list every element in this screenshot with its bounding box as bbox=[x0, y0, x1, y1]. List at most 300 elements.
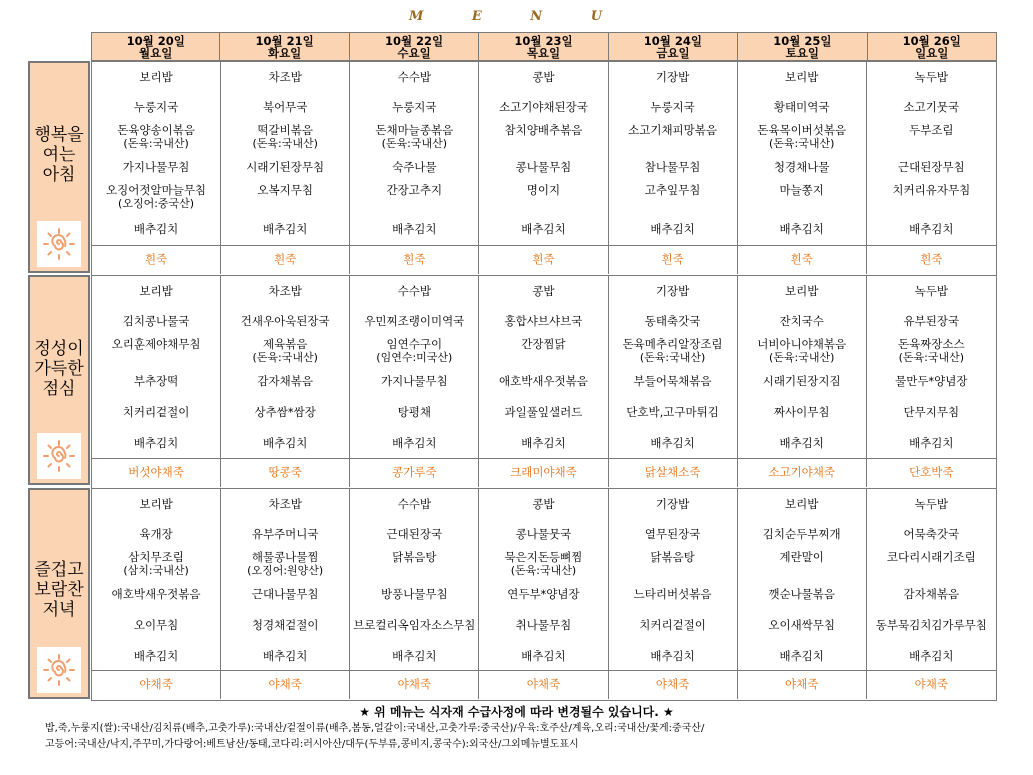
menu-item bbox=[738, 123, 866, 151]
dish-name: 배추김치 bbox=[650, 649, 695, 663]
menu-item bbox=[867, 649, 996, 663]
day-column-wed bbox=[350, 489, 479, 671]
dish-name: 콩나물무침 bbox=[515, 160, 572, 174]
porridge-item: 야채죽 bbox=[914, 677, 948, 691]
menu-item bbox=[350, 100, 478, 114]
origin-note-line-1: 밥,죽,누룽지(쌀):국내산/김치류(배추,고춧가루):국내산/겉절이류(배추,봄동,얼갈이:국내산,고춧가루:중국산)/우육:호주산/계육,오리:국내산/꽃게:중국산/ bbox=[45, 723, 705, 734]
day-date: 10월 24일 bbox=[643, 33, 703, 48]
menu-item bbox=[350, 314, 478, 328]
porridge-row bbox=[92, 458, 996, 487]
dish-name: 배추김치 bbox=[392, 436, 437, 450]
day-column-sat bbox=[738, 276, 867, 459]
menu-item bbox=[221, 284, 349, 298]
menu-item bbox=[738, 587, 866, 601]
menu-item bbox=[738, 100, 866, 114]
dish-origin: (돈육:국내산) bbox=[510, 564, 577, 577]
menu-item bbox=[479, 123, 607, 137]
menu-item bbox=[92, 314, 220, 328]
menu-item bbox=[92, 222, 220, 236]
dish-name: 오리훈제야채무침 bbox=[111, 337, 201, 351]
day-column-mon bbox=[92, 62, 221, 245]
porridge-item: 야채죽 bbox=[350, 671, 479, 699]
menu-item bbox=[867, 160, 996, 174]
origin-note-line-2: 고등어:국내산/낙지,주꾸미,가다랑어:베트남산/동태,코다리:러시아산/대두(두부류,콩비지,콩국수):외국산/그외메뉴별도표시 bbox=[45, 739, 579, 750]
menu-item bbox=[867, 550, 996, 564]
menu-item bbox=[350, 123, 478, 151]
porridge-item: 야채죽 bbox=[92, 671, 221, 699]
menu-item bbox=[350, 284, 478, 298]
dish-name: 돈육짜장소스 bbox=[897, 337, 965, 351]
menu-item bbox=[609, 160, 737, 174]
day-header-wed bbox=[350, 32, 479, 61]
menu-item bbox=[350, 374, 478, 388]
menu-item bbox=[479, 527, 607, 541]
dish-name: 보리밥 bbox=[785, 497, 819, 511]
day-date: 10월 21일 bbox=[255, 33, 314, 48]
menu-item bbox=[350, 436, 478, 450]
menu-item bbox=[479, 314, 607, 328]
porridge-item: 흰죽 bbox=[350, 246, 479, 274]
dish-origin: (돈육:국내산) bbox=[768, 137, 835, 150]
change-notice: ★ 위 메뉴는 식자재 수급사정에 따라 변경될수 있습니다. ★ bbox=[359, 705, 674, 719]
dish-name: 열무된장국 bbox=[644, 527, 701, 541]
dish-name: 해물콩나물찜 bbox=[251, 550, 319, 564]
dish-name: 차조밥 bbox=[268, 70, 302, 84]
menu-item bbox=[609, 405, 737, 419]
menu-item bbox=[479, 436, 607, 450]
menu-item bbox=[350, 527, 478, 541]
dish-name: 근대된장국 bbox=[386, 527, 443, 541]
dish-origin: (돈육:국내산) bbox=[123, 137, 189, 150]
menu-item bbox=[350, 550, 478, 564]
dish-name: 애호박새우젓볶음 bbox=[499, 374, 588, 388]
dish-name: 보리밥 bbox=[139, 284, 173, 298]
day-column-fri bbox=[609, 276, 738, 459]
dish-name: 가지나물무침 bbox=[122, 160, 190, 174]
menu-item bbox=[738, 649, 866, 663]
day-column-sat bbox=[738, 62, 867, 245]
porridge-item: 단호박죽 bbox=[909, 465, 954, 479]
meal-label: 즐겁고 보람찬 저녁 bbox=[34, 560, 84, 620]
menu-title: M E N U bbox=[408, 9, 625, 24]
menu-item bbox=[479, 649, 607, 663]
dish-name: 임연수구이 bbox=[386, 337, 443, 351]
menu-item bbox=[867, 222, 996, 236]
menu-item bbox=[867, 527, 996, 541]
day-column-tue bbox=[221, 276, 350, 459]
meal-label-box bbox=[28, 488, 90, 699]
porridge-item: 버섯야채죽 bbox=[92, 459, 221, 487]
menu-item bbox=[92, 649, 220, 663]
dish-name: 소고기야채된장국 bbox=[499, 100, 588, 114]
menu-item bbox=[350, 405, 478, 419]
porridge-item: 닭살채소죽 bbox=[609, 459, 738, 487]
dish-name: 보리밥 bbox=[139, 497, 173, 511]
day-header-sun bbox=[868, 32, 997, 61]
menu-item bbox=[867, 70, 996, 84]
menu-item bbox=[867, 183, 996, 197]
menu-item bbox=[867, 436, 996, 450]
day-column-sun bbox=[867, 489, 996, 671]
menu-item bbox=[92, 436, 220, 450]
menu-item bbox=[609, 527, 737, 541]
dish-name: 깻순나물볶음 bbox=[768, 587, 836, 601]
menu-item bbox=[609, 587, 737, 601]
menu-item bbox=[92, 587, 220, 601]
dish-origin: (돈육:국내산) bbox=[381, 137, 448, 150]
dish-origin: (돈육:국내산) bbox=[639, 351, 706, 364]
day-weekday: 월요일 bbox=[139, 45, 173, 60]
meal-section-0 bbox=[92, 62, 996, 275]
menu-item bbox=[609, 70, 737, 84]
dish-name: 보리밥 bbox=[785, 284, 819, 298]
menu-item bbox=[479, 183, 607, 197]
menu-item bbox=[867, 497, 996, 511]
menu-item bbox=[867, 123, 996, 137]
day-weekday: 금요일 bbox=[656, 45, 690, 60]
menu-item bbox=[479, 618, 607, 632]
dish-name: 시래기된장지짐 bbox=[762, 374, 841, 388]
menu-item bbox=[738, 314, 866, 328]
menu-item bbox=[221, 405, 349, 419]
dish-name: 홍합샤브샤브국 bbox=[504, 314, 583, 328]
menu-item bbox=[350, 222, 478, 236]
dish-name: 부추장떡 bbox=[133, 374, 179, 388]
day-column-sat bbox=[738, 489, 867, 671]
menu-item bbox=[609, 183, 737, 197]
menu-item bbox=[350, 618, 478, 632]
day-header-sat bbox=[738, 32, 867, 61]
dish-name: 숙주나물 bbox=[392, 160, 437, 174]
menu-item bbox=[738, 160, 866, 174]
menu-item bbox=[609, 100, 737, 114]
menu-item bbox=[350, 587, 478, 601]
dish-name: 김치콩나물국 bbox=[122, 314, 190, 328]
menu-item bbox=[609, 550, 737, 564]
day-column-sun bbox=[867, 276, 996, 459]
dish-name: 수수밥 bbox=[397, 284, 431, 298]
menu-item bbox=[221, 527, 349, 541]
dish-name: 청경채겉절이 bbox=[251, 618, 319, 632]
dish-name: 배추김치 bbox=[262, 649, 308, 663]
menu-item bbox=[350, 337, 478, 365]
day-column-thu bbox=[479, 62, 608, 245]
menu-item bbox=[609, 618, 737, 632]
menu-item bbox=[350, 183, 478, 197]
dish-name: 돈채마늘종볶음 bbox=[375, 123, 454, 137]
dish-name: 돈육목이버섯볶음 bbox=[757, 123, 847, 137]
dish-name: 브로컬리옥임자소스무침 bbox=[353, 618, 476, 632]
dish-name: 배추김치 bbox=[133, 436, 179, 450]
menu-item bbox=[738, 183, 866, 197]
dish-name: 청경채나물 bbox=[773, 160, 830, 174]
dish-name: 배추김치 bbox=[262, 436, 308, 450]
menu-item bbox=[221, 587, 349, 601]
menu-item bbox=[479, 497, 607, 511]
porridge-item: 콩가루죽 bbox=[350, 459, 479, 487]
menu-item bbox=[867, 405, 996, 419]
meal-label-box bbox=[28, 61, 90, 273]
menu-item bbox=[350, 649, 478, 663]
dish-name: 닭볶음탕 bbox=[650, 550, 695, 564]
dish-name: 오징어젓알마늘무침 bbox=[106, 183, 207, 197]
menu-item bbox=[92, 337, 220, 351]
porridge-item: 땅콩죽 bbox=[221, 459, 350, 487]
day-date: 10월 22일 bbox=[384, 33, 444, 48]
day-header-mon bbox=[91, 32, 220, 61]
porridge-item: 흰죽 bbox=[609, 246, 738, 274]
dish-name: 녹두밥 bbox=[914, 497, 948, 511]
menu-item bbox=[479, 160, 607, 174]
dish-name: 녹두밥 bbox=[914, 284, 948, 298]
menu-item bbox=[92, 284, 220, 298]
dish-name: 간장찜닭 bbox=[521, 337, 566, 351]
menu-item bbox=[738, 550, 866, 564]
dish-name: 치커리겉절이 bbox=[639, 618, 706, 632]
dish-name: 배추김치 bbox=[521, 436, 566, 450]
dish-name: 코다리시래기조림 bbox=[886, 550, 976, 564]
dish-name: 배추김치 bbox=[133, 649, 179, 663]
porridge-item: 크래미야채죽 bbox=[479, 459, 608, 487]
dish-name: 콩밥 bbox=[532, 284, 555, 298]
dish-name: 누룽지국 bbox=[650, 100, 695, 114]
dish-name: 참나물무침 bbox=[644, 160, 701, 174]
day-column-fri bbox=[609, 62, 738, 245]
dish-origin: (삼치:국내산) bbox=[123, 564, 189, 577]
menu-item bbox=[867, 284, 996, 298]
menu-item bbox=[479, 405, 607, 419]
dish-name: 콩나물뭇국 bbox=[515, 527, 572, 541]
dish-name: 감자채볶음 bbox=[903, 587, 960, 601]
dish-name: 배추김치 bbox=[521, 222, 566, 236]
menu-item bbox=[92, 70, 220, 84]
day-column-fri bbox=[609, 489, 738, 671]
menu-item bbox=[609, 497, 737, 511]
dish-name: 감자채볶음 bbox=[257, 374, 313, 388]
dish-name: 유부주머니국 bbox=[251, 527, 319, 541]
dish-name: 배추김치 bbox=[909, 436, 954, 450]
menu-item bbox=[92, 100, 220, 114]
dish-name: 소고기뭇국 bbox=[903, 100, 960, 114]
dish-name: 소고기채피망볶음 bbox=[628, 123, 717, 137]
menu-item bbox=[92, 527, 220, 541]
dish-name: 닭볶음탕 bbox=[392, 550, 437, 564]
dish-name: 김치순두부찌개 bbox=[762, 527, 841, 541]
day-column-thu bbox=[479, 276, 608, 459]
dish-name: 배추김치 bbox=[392, 222, 437, 236]
dish-name: 근대된장무침 bbox=[897, 160, 965, 174]
dish-name: 방풍나물무침 bbox=[380, 587, 448, 601]
menu-item bbox=[609, 123, 737, 137]
menu-item bbox=[92, 618, 220, 632]
dish-name: 탕평채 bbox=[397, 405, 431, 419]
day-column-wed bbox=[350, 276, 479, 459]
porridge-item: 흰죽 bbox=[479, 246, 608, 274]
porridge-item: 흰죽 bbox=[920, 252, 943, 266]
menu-item bbox=[738, 374, 866, 388]
day-date: 10월 23일 bbox=[514, 33, 573, 48]
porridge-item: 야채죽 bbox=[479, 671, 608, 699]
menu-item bbox=[609, 436, 737, 450]
dish-name: 간장고추지 bbox=[386, 183, 443, 197]
menu-grid bbox=[91, 61, 997, 701]
menu-item bbox=[867, 587, 996, 601]
dish-name: 배추김치 bbox=[133, 222, 179, 236]
dish-name: 차조밥 bbox=[268, 497, 302, 511]
menu-item bbox=[221, 550, 349, 578]
menu-item bbox=[479, 587, 607, 601]
menu-item bbox=[738, 222, 866, 236]
dish-name: 묵은지돈등뼈찜 bbox=[504, 550, 583, 564]
menu-item bbox=[92, 497, 220, 511]
day-date: 10월 20일 bbox=[126, 33, 185, 48]
menu-item bbox=[609, 222, 737, 236]
menu-item bbox=[221, 222, 349, 236]
dish-origin: (돈육:국내산) bbox=[252, 137, 318, 150]
dish-name: 오이새싹무침 bbox=[768, 618, 836, 632]
dish-name: 기장밥 bbox=[655, 70, 690, 84]
dish-name: 기장밥 bbox=[655, 497, 690, 511]
dish-name: 과일풀잎샐러드 bbox=[504, 405, 583, 419]
menu-item bbox=[738, 497, 866, 511]
dish-name: 배추김치 bbox=[650, 222, 695, 236]
dish-name: 떡갈비볶음 bbox=[257, 123, 313, 137]
dish-name: 부들어묵채볶음 bbox=[633, 374, 712, 388]
dish-name: 단무지무침 bbox=[903, 405, 960, 419]
menu-item bbox=[221, 160, 349, 174]
menu-item bbox=[867, 100, 996, 114]
day-weekday: 목요일 bbox=[526, 45, 561, 60]
menu-item bbox=[609, 284, 737, 298]
menu-item bbox=[479, 100, 607, 114]
dish-name: 누룽지국 bbox=[392, 100, 437, 114]
menu-item bbox=[221, 649, 349, 663]
day-header-row bbox=[91, 32, 997, 61]
day-column-wed bbox=[350, 62, 479, 245]
dish-name: 오이무침 bbox=[133, 618, 179, 632]
day-column-thu bbox=[479, 489, 608, 671]
dish-name: 유부된장국 bbox=[903, 314, 960, 328]
day-column-tue bbox=[221, 62, 350, 245]
dish-name: 두부조림 bbox=[909, 123, 954, 137]
dish-name: 계란말이 bbox=[779, 550, 824, 564]
dish-name: 너비아니야채볶음 bbox=[757, 337, 847, 351]
meal-label: 정성이 가득한 점심 bbox=[34, 339, 84, 399]
menu-item bbox=[221, 497, 349, 511]
menu-item bbox=[92, 374, 220, 388]
meal-label: 행복을 여는 아침 bbox=[34, 125, 84, 185]
dish-name: 시래기된장무침 bbox=[246, 160, 325, 174]
menu-item bbox=[479, 337, 607, 351]
dish-name: 고추잎무침 bbox=[644, 183, 701, 197]
dish-name: 콩밥 bbox=[532, 70, 555, 84]
dish-name: 녹두밥 bbox=[914, 70, 948, 84]
day-header-tue bbox=[220, 32, 349, 61]
dish-origin: (오징어:중국산) bbox=[118, 197, 195, 210]
dish-name: 배추김치 bbox=[909, 222, 954, 236]
day-header-fri bbox=[609, 32, 738, 61]
dish-name: 건새우아욱된장국 bbox=[240, 314, 330, 328]
dish-name: 배추김치 bbox=[779, 222, 824, 236]
dish-name: 잔치국수 bbox=[779, 314, 824, 328]
porridge-item: 야채죽 bbox=[609, 671, 738, 699]
menu-item bbox=[738, 337, 866, 365]
porridge-item: 흰죽 bbox=[92, 246, 221, 274]
porridge-item: 흰죽 bbox=[738, 246, 867, 274]
dish-name: 북어무국 bbox=[262, 100, 308, 114]
menu-item bbox=[92, 183, 220, 211]
day-date: 10월 26일 bbox=[902, 33, 961, 48]
dish-origin: (임연수:미국산) bbox=[376, 351, 453, 364]
dish-name: 어묵축갓국 bbox=[903, 527, 960, 541]
menu-item bbox=[479, 70, 607, 84]
meal-label-box bbox=[28, 275, 90, 485]
menu-item bbox=[92, 550, 220, 578]
dish-name: 마늘쫑지 bbox=[779, 183, 824, 197]
menu-item bbox=[479, 222, 607, 236]
dish-name: 참치양배추볶음 bbox=[504, 123, 583, 137]
menu-item bbox=[867, 314, 996, 328]
porridge-item: 야채죽 bbox=[221, 671, 350, 699]
menu-item bbox=[609, 649, 737, 663]
porridge-row bbox=[92, 245, 996, 274]
dish-origin: (돈육:국내산) bbox=[898, 351, 965, 364]
dish-name: 배추김치 bbox=[650, 436, 695, 450]
menu-item bbox=[221, 70, 349, 84]
dish-name: 짜사이무침 bbox=[773, 405, 830, 419]
dish-name: 동태축갓국 bbox=[644, 314, 701, 328]
dish-name: 오복지무침 bbox=[257, 183, 313, 197]
dish-name: 누룽지국 bbox=[133, 100, 179, 114]
dish-name: 물만두*양념장 bbox=[895, 374, 968, 388]
menu-item bbox=[867, 337, 996, 365]
dish-name: 기장밥 bbox=[655, 284, 690, 298]
dish-name: 보리밥 bbox=[139, 70, 173, 84]
menu-item bbox=[92, 123, 220, 151]
menu-item bbox=[221, 374, 349, 388]
day-date: 10월 25일 bbox=[773, 33, 832, 48]
dish-name: 차조밥 bbox=[268, 284, 302, 298]
porridge-item: 야채죽 bbox=[738, 671, 867, 699]
dish-name: 명이지 bbox=[526, 183, 561, 197]
dish-name: 배추김치 bbox=[521, 649, 566, 663]
dish-name: 보리밥 bbox=[785, 70, 819, 84]
dish-name: 돈육양송이볶음 bbox=[117, 123, 195, 137]
menu-item bbox=[221, 123, 349, 151]
day-weekday: 화요일 bbox=[267, 45, 302, 60]
dish-name: 수수밥 bbox=[397, 70, 431, 84]
meal-section-1 bbox=[92, 275, 996, 489]
dish-name: 애호박새우젓볶음 bbox=[111, 587, 201, 601]
menu-item bbox=[738, 436, 866, 450]
menu-item bbox=[350, 70, 478, 84]
menu-item bbox=[738, 618, 866, 632]
dish-name: 동부묵김치김가루무침 bbox=[875, 618, 987, 632]
day-weekday: 일요일 bbox=[915, 45, 949, 60]
menu-item bbox=[221, 618, 349, 632]
menu-item bbox=[479, 374, 607, 388]
dish-name: 우민찌조랭이미역국 bbox=[364, 314, 465, 328]
dish-name: 콩밥 bbox=[532, 497, 555, 511]
menu-item bbox=[350, 497, 478, 511]
menu-item bbox=[609, 314, 737, 328]
porridge-row bbox=[92, 670, 996, 699]
menu-item bbox=[221, 100, 349, 114]
dish-origin: (돈육:국내산) bbox=[252, 351, 318, 364]
menu-item bbox=[867, 618, 996, 632]
day-column-sun bbox=[867, 62, 996, 245]
menu-item bbox=[221, 436, 349, 450]
